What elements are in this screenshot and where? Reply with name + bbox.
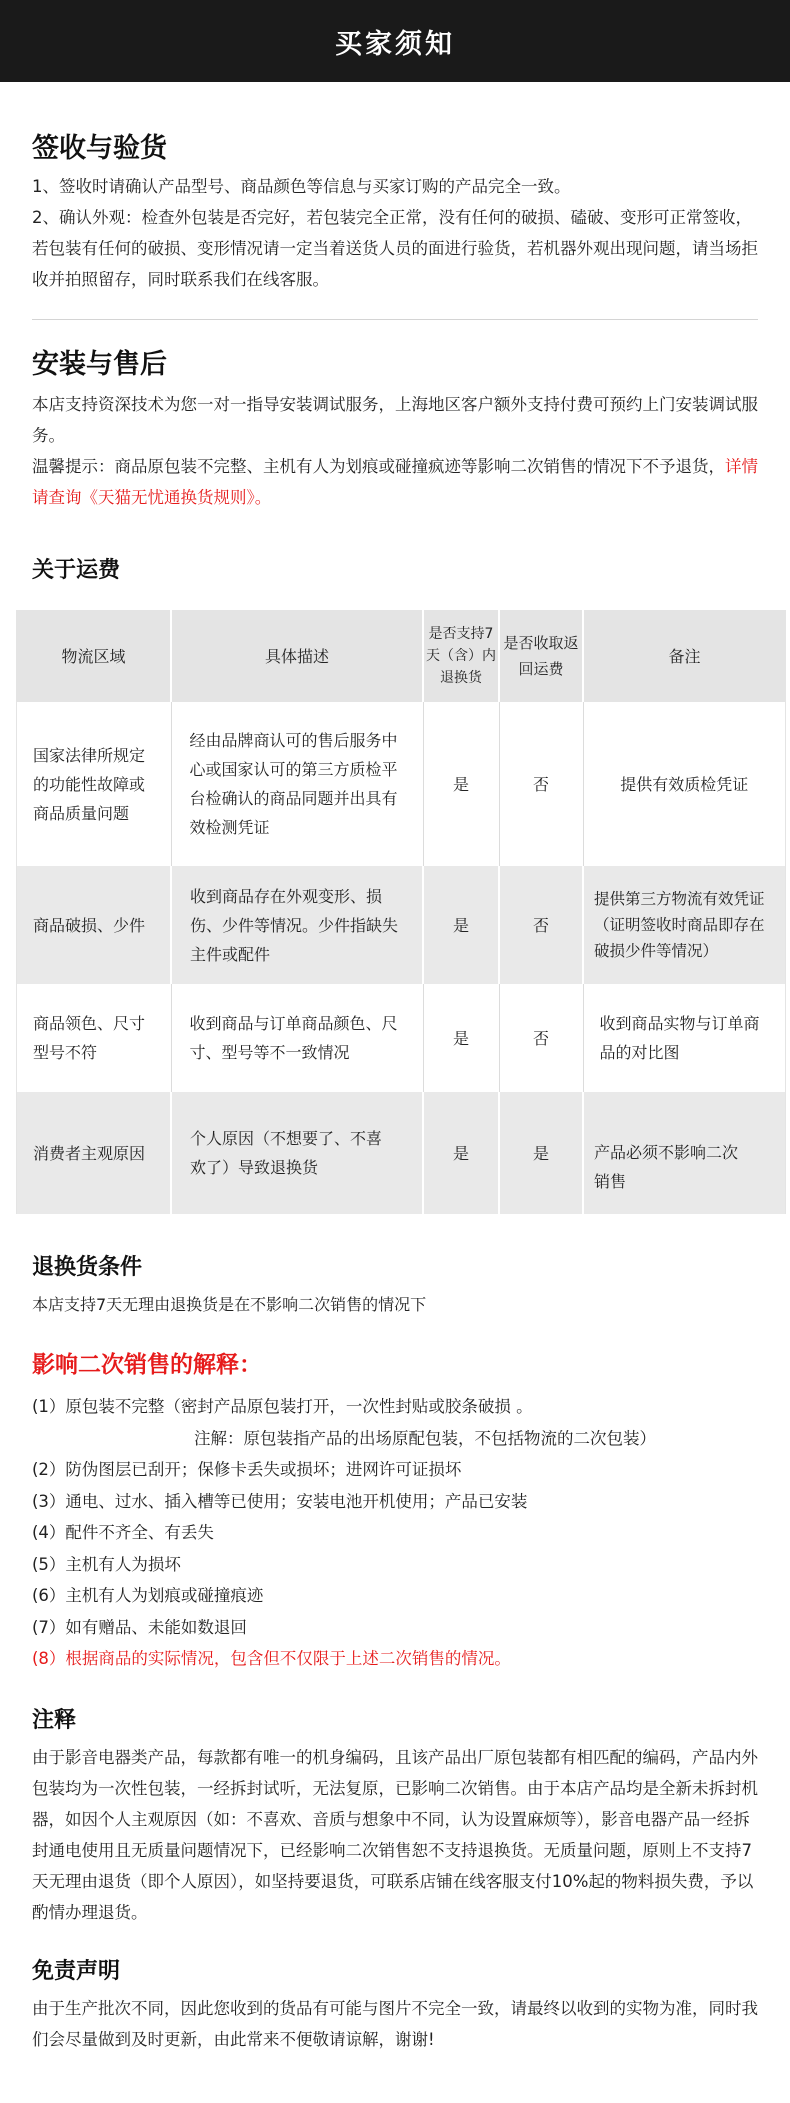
cell-area: 国家法律所规定的功能性故障或商品质量问题 [17, 702, 171, 866]
annotation-text: 由于影音电器类产品，每款都有唯一的机身编码，且该产品出厂原包装都有相匹配的编码，产品内外包装均为一次性包装，一经拆封试听，无法复原，已影响二次销售。由于本店产品均是全新未拆封机器，如因个人主观原因（如：不喜欢、音质与想象中不同，认为设置麻烦等），影音电器产品一经拆封通电使用且无质量问题情况下，已经影响二次销售恕不支持退换货。无质量问题，原则上不支持7天无理由退货（即个人原因），如坚持要退货，可联系店铺在线客服支付10%起的物料损失费，予以酌情办理退货。 [32, 1747, 758, 1922]
cell-area: 消费者主观原因 [17, 1092, 171, 1214]
table-row [17, 1092, 785, 1214]
disclaimer-title: 免责声明 [32, 1958, 121, 1984]
inspection-title: 签收与验货 [32, 133, 167, 164]
return-condition-section [0, 1214, 790, 1320]
aftersale-title: 安装与售后 [32, 349, 167, 380]
cell-desc: 个人原因（不想要了、不喜欢了）导致退换货 [171, 1092, 423, 1214]
cell-fee: 否 [499, 984, 583, 1092]
cell-desc: 收到商品存在外观变形、损伤、少件等情况。少件指缺失主件或配件 [171, 866, 423, 984]
return-condition-title: 退换货条件 [32, 1255, 143, 1280]
aftersale-rules-link[interactable]: 详情请查询《天猫无忧通换货规则》。 [32, 457, 758, 507]
table-row [17, 702, 785, 866]
col-header-support: 是否支持7天（含）内退换货 [423, 610, 499, 702]
cell-note: 收到商品实物与订单商品的对比图 [583, 984, 785, 1092]
aftersale-service-text: 本店支持资深技术为您一对一指导安装调试服务，上海地区客户额外支持付费可预约上门安装调试服务。 [32, 395, 758, 445]
cell-desc: 经由品牌商认可的售后服务中心或国家认可的第三方质检平台检确认的商品同题并出具有效检测凭证 [171, 702, 423, 866]
title-banner [0, 0, 790, 82]
cell-note: 产品必须不影响二次销售 [583, 1092, 785, 1214]
banner-title: 买家须知 [335, 28, 455, 60]
shipping-table-box [16, 610, 786, 1214]
disclaimer-text: 由于生产批次不同，因此您收到的货品有可能与图片不完全一致，请最终以收到的实物为准，同时我们会尽量做到及时更新，由此常来不便敬请谅解，谢谢! [32, 1998, 758, 2049]
aftersale-tip [32, 451, 758, 513]
list-item: (6）主机有人为划痕或碰撞痕迹 [32, 1586, 264, 1605]
cell-fee: 是 [499, 1092, 583, 1214]
table-header-row [17, 610, 785, 702]
col-header-note: 备注 [583, 610, 785, 702]
cell-fee: 否 [499, 866, 583, 984]
list-item: (8）根据商品的实际情况，包含但不仅限于上述二次销售的情况。 [32, 1649, 511, 1668]
aftersale-section [0, 320, 790, 513]
cell-support: 是 [423, 984, 499, 1092]
cell-fee: 否 [499, 702, 583, 866]
list-item: (2）防伪图层已刮开；保修卡丢失或损坏；进网许可证损坏 [32, 1460, 462, 1479]
resale-title: 影响二次销售的解释： [32, 1352, 262, 1378]
shipping-section [0, 513, 790, 1214]
return-condition-text: 本店支持7天无理由退换货是在不影响二次销售的情况下 [32, 1295, 427, 1314]
list-item: (7）如有赠品、未能如数退回 [32, 1617, 247, 1637]
cell-note: 提供有效质检凭证 [583, 702, 785, 866]
table-row [17, 984, 785, 1092]
col-header-desc: 具体描述 [171, 610, 423, 702]
cell-note: 提供第三方物流有效凭证（证明签收时商品即存在破损少件等情况） [583, 866, 785, 984]
cell-area: 商品领色、尺寸型号不符 [17, 984, 171, 1092]
list-item: (4）配件不齐全、有丢失 [32, 1523, 214, 1542]
shipping-table [17, 610, 785, 1214]
list-item: (3）通电、过水、插入槽等已使用；安装电池开机使用；产品已安装 [32, 1491, 528, 1511]
resale-list [32, 1391, 758, 1675]
list-item: (1）原包装不完整（密封产品原包装打开，一次性封贴或胶条破损 。 [32, 1397, 533, 1416]
list-item: (5）主机有人为损坏 [32, 1554, 181, 1574]
aftersale-tip-text: 温馨提示：商品原包装不完整、主机有人为划痕或碰撞疯迹等影响二次销售的情况下不予退货， [32, 457, 725, 476]
shipping-title: 关于运费 [32, 558, 121, 583]
table-row [17, 866, 785, 984]
inspection-item-1: 1、签收时请确认产品型号、商品颜色等信息与买家订购的产品完全一致。 [32, 177, 571, 196]
annotation-section [0, 1675, 790, 1928]
cell-support: 是 [423, 866, 499, 984]
cell-support: 是 [423, 702, 499, 866]
cell-desc: 收到商品与订单商品颜色、尺寸、型号等不一致情况 [171, 984, 423, 1092]
resale-section [0, 1320, 790, 1675]
cell-support: 是 [423, 1092, 499, 1214]
inspection-section [0, 82, 790, 295]
cell-area: 商品破损、少件 [17, 866, 171, 984]
inspection-item-2: 2、确认外观：检查外包装是否完好，若包装完全正常，没有任何的破损、磕破、变形可正常签收，若包装有任何的破损、变形情况请一定当着送货人员的面进行验货，若机器外观出现问题，请当场拒收并拍照留存，同时联系我们在线客服。 [32, 208, 758, 289]
disclaimer-section [0, 1928, 790, 2055]
col-header-fee: 是否收取返回运费 [499, 610, 583, 702]
list-item-note: 注解：原包装指产品的出场原配包装，不包括物流的二次包装） [194, 1428, 656, 1448]
annotation-title: 注释 [32, 1707, 77, 1733]
col-header-area: 物流区域 [17, 610, 171, 702]
